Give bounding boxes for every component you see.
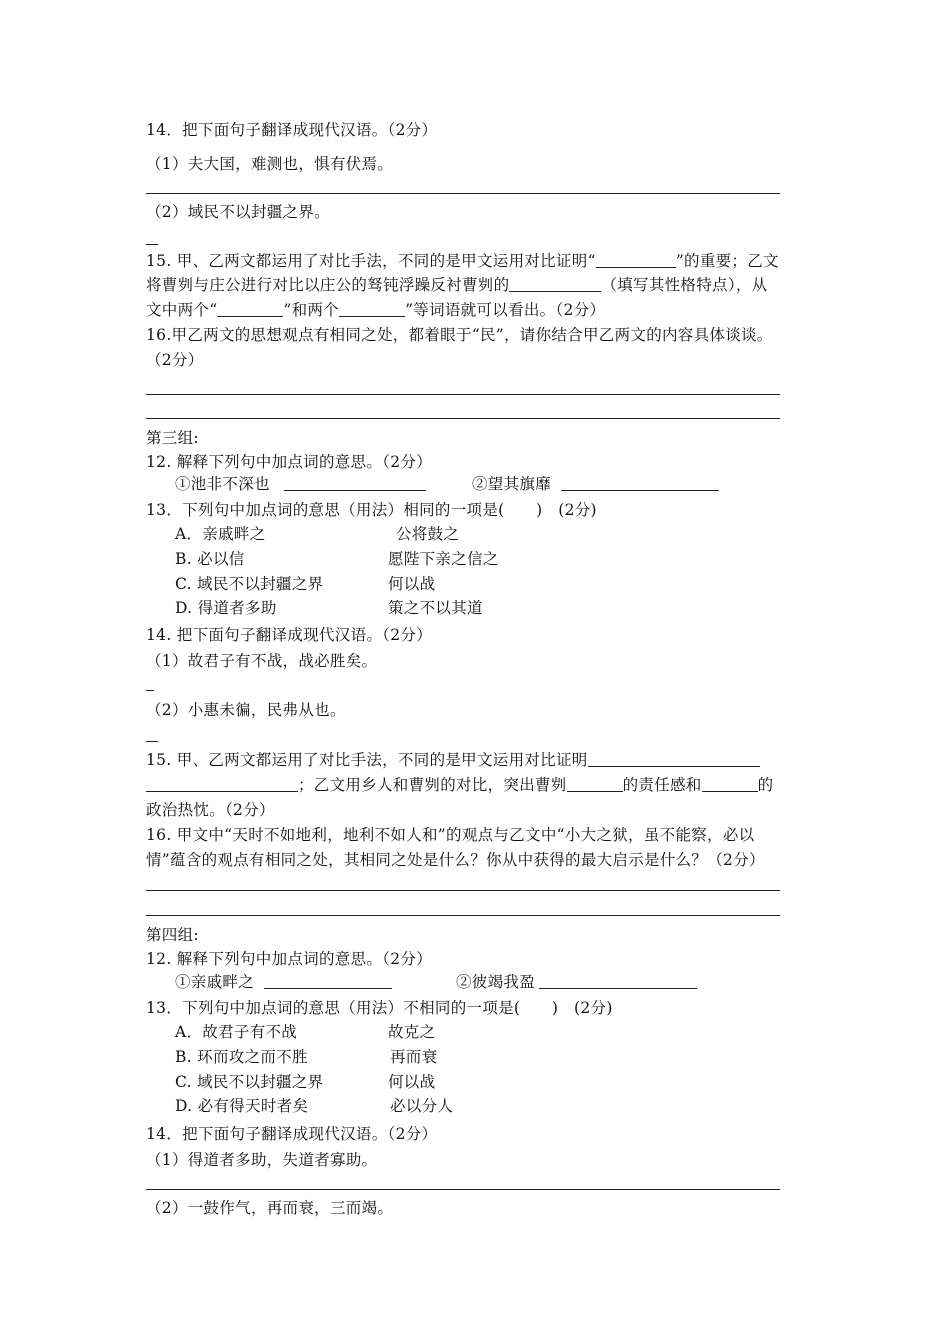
- g4-q13-option-b-right: 再而衰: [390, 1048, 438, 1066]
- answer-line: [146, 394, 780, 395]
- fill-blank[interactable]: [567, 777, 623, 792]
- g4-q14-sentence-2: （2）一鼓作气，再而衰，三而竭。: [146, 1199, 394, 1217]
- fill-blank[interactable]: [588, 752, 760, 767]
- fill-blank[interactable]: [539, 974, 697, 989]
- g3-q16-line-2: 情”蕴含的观点有相同之处，其相同之处是什么？你从中获得的最大启示是什么？（2分）: [146, 851, 765, 869]
- answer-line: [146, 418, 780, 419]
- fill-blank[interactable]: [264, 974, 392, 989]
- g4-q12-item-2: ②彼竭我盈: [456, 972, 697, 992]
- g3-q12-title: 12. 解释下列句中加点词的意思。（2分）: [146, 453, 432, 471]
- g4-q13-option-c-right: 何以战: [388, 1073, 436, 1091]
- g4-q13-option-b: B. 环而攻之而不胜: [175, 1048, 308, 1066]
- fill-blank[interactable]: [339, 302, 405, 317]
- answer-line-short: [146, 741, 158, 742]
- g3-q15-line-1: 15. 甲、乙两文都运用了对比手法，不同的是甲文运用对比证明: [146, 750, 760, 770]
- g3-q12-item-2: ②望其旗靡: [472, 474, 719, 494]
- answer-line-short: [146, 244, 158, 245]
- fill-blank[interactable]: [702, 777, 758, 792]
- g2-q14-sentence-2: （2）域民不以封疆之界。: [146, 203, 330, 221]
- answer-line: [146, 193, 780, 194]
- g3-q13-option-c: C. 域民不以封疆之界: [175, 575, 324, 593]
- g3-q15-line-3: 政治热忱。（2分）: [146, 801, 275, 819]
- answer-line: [146, 890, 780, 891]
- answer-line: [146, 1189, 780, 1190]
- g2-q15-line-3: 文中两个“ ”和两个 ”等词语就可以看出。（2分）: [146, 301, 606, 319]
- g3-q13-option-d-right: 策之不以其道: [388, 599, 483, 617]
- group4-heading: 第四组:: [146, 926, 199, 944]
- g2-q14-title: 14．把下面句子翻译成现代汉语。（2分）: [146, 121, 438, 139]
- g4-q13-option-c: C. 域民不以封疆之界: [175, 1073, 324, 1091]
- g4-q14-title: 14．把下面句子翻译成现代汉语。（2分）: [146, 1125, 438, 1143]
- g4-q12-title: 12. 解释下列句中加点词的意思。（2分）: [146, 950, 432, 968]
- g4-q13-title: 13．下列句中加点词的意思（用法）不相同的一项是( ) (2分): [146, 999, 613, 1017]
- g4-q13-option-a-right: 故克之: [388, 1023, 436, 1041]
- group3-heading: 第三组:: [146, 429, 199, 447]
- g4-q14-sentence-1: （1）得道者多助，失道者寡助。: [146, 1151, 378, 1169]
- g4-q13-option-a: A．故君子有不战: [175, 1023, 298, 1041]
- g3-q14-sentence-1: （1）故君子有不战，战必胜矣。: [146, 652, 378, 670]
- g4-q13-option-d: D. 必有得天时者矣: [175, 1097, 309, 1115]
- g3-q13-title: 13．下列句中加点词的意思（用法）相同的一项是( ) (2分): [146, 501, 597, 519]
- g3-q13-option-d: D. 得道者多助: [175, 599, 277, 617]
- g3-q16-line-1: 16. 甲文中“天时不如地利，地利不如人和”的观点与乙文中“小大之狱，虽不能察，必以: [146, 826, 755, 844]
- g3-q15-line-2: ；乙文用乡人和曹刿的对比，突出曹刿 的责任感和 的: [146, 775, 773, 795]
- g3-q13-option-b-right: 愿陛下亲之信之: [388, 550, 499, 568]
- g3-q13-option-a-right: 公将鼓之: [396, 525, 460, 543]
- g3-q13-option-b: B. 必以信: [175, 550, 245, 568]
- fill-blank[interactable]: [561, 476, 719, 491]
- g2-q15-line-2: 将曹刿与庄公进行对比以庄公的驽钝浮躁反衬曹刿的 （填写其性格特点），从: [146, 276, 768, 294]
- g2-q16-line-1: 16.甲乙两文的思想观点有相同之处，都着眼于“民”，请你结合甲乙两文的内容具体谈谈。: [146, 326, 773, 344]
- answer-line: [146, 915, 780, 916]
- answer-line-short: [146, 690, 154, 691]
- g2-q15-line-1: 15. 甲、乙两文都运用了对比手法，不同的是甲文运用对比证明“ ”的重要；乙文: [146, 252, 779, 270]
- g4-q13-option-d-right: 必以分人: [390, 1097, 454, 1115]
- g4-q12-item-1: ①亲戚畔之: [175, 972, 392, 992]
- g3-q14-sentence-2: （2）小惠未徧，民弗从也。: [146, 701, 346, 719]
- g3-q13-option-a: A．亲戚畔之: [175, 525, 266, 543]
- fill-blank[interactable]: [596, 253, 676, 268]
- fill-blank[interactable]: [284, 476, 426, 491]
- g3-q14-title: 14. 把下面句子翻译成现代汉语。（2分）: [146, 626, 432, 644]
- fill-blank[interactable]: [146, 777, 298, 792]
- fill-blank[interactable]: [509, 277, 601, 292]
- g2-q14-sentence-1: （1）夫大国，难测也，惧有伏焉。: [146, 155, 394, 173]
- g3-q13-option-c-right: 何以战: [388, 575, 436, 593]
- dotted-word: 驽钝浮躁: [367, 276, 431, 294]
- fill-blank[interactable]: [217, 302, 283, 317]
- g2-q16-line-2: （2分）: [146, 351, 204, 369]
- g3-q12-item-1: ①池非不深也: [175, 474, 426, 494]
